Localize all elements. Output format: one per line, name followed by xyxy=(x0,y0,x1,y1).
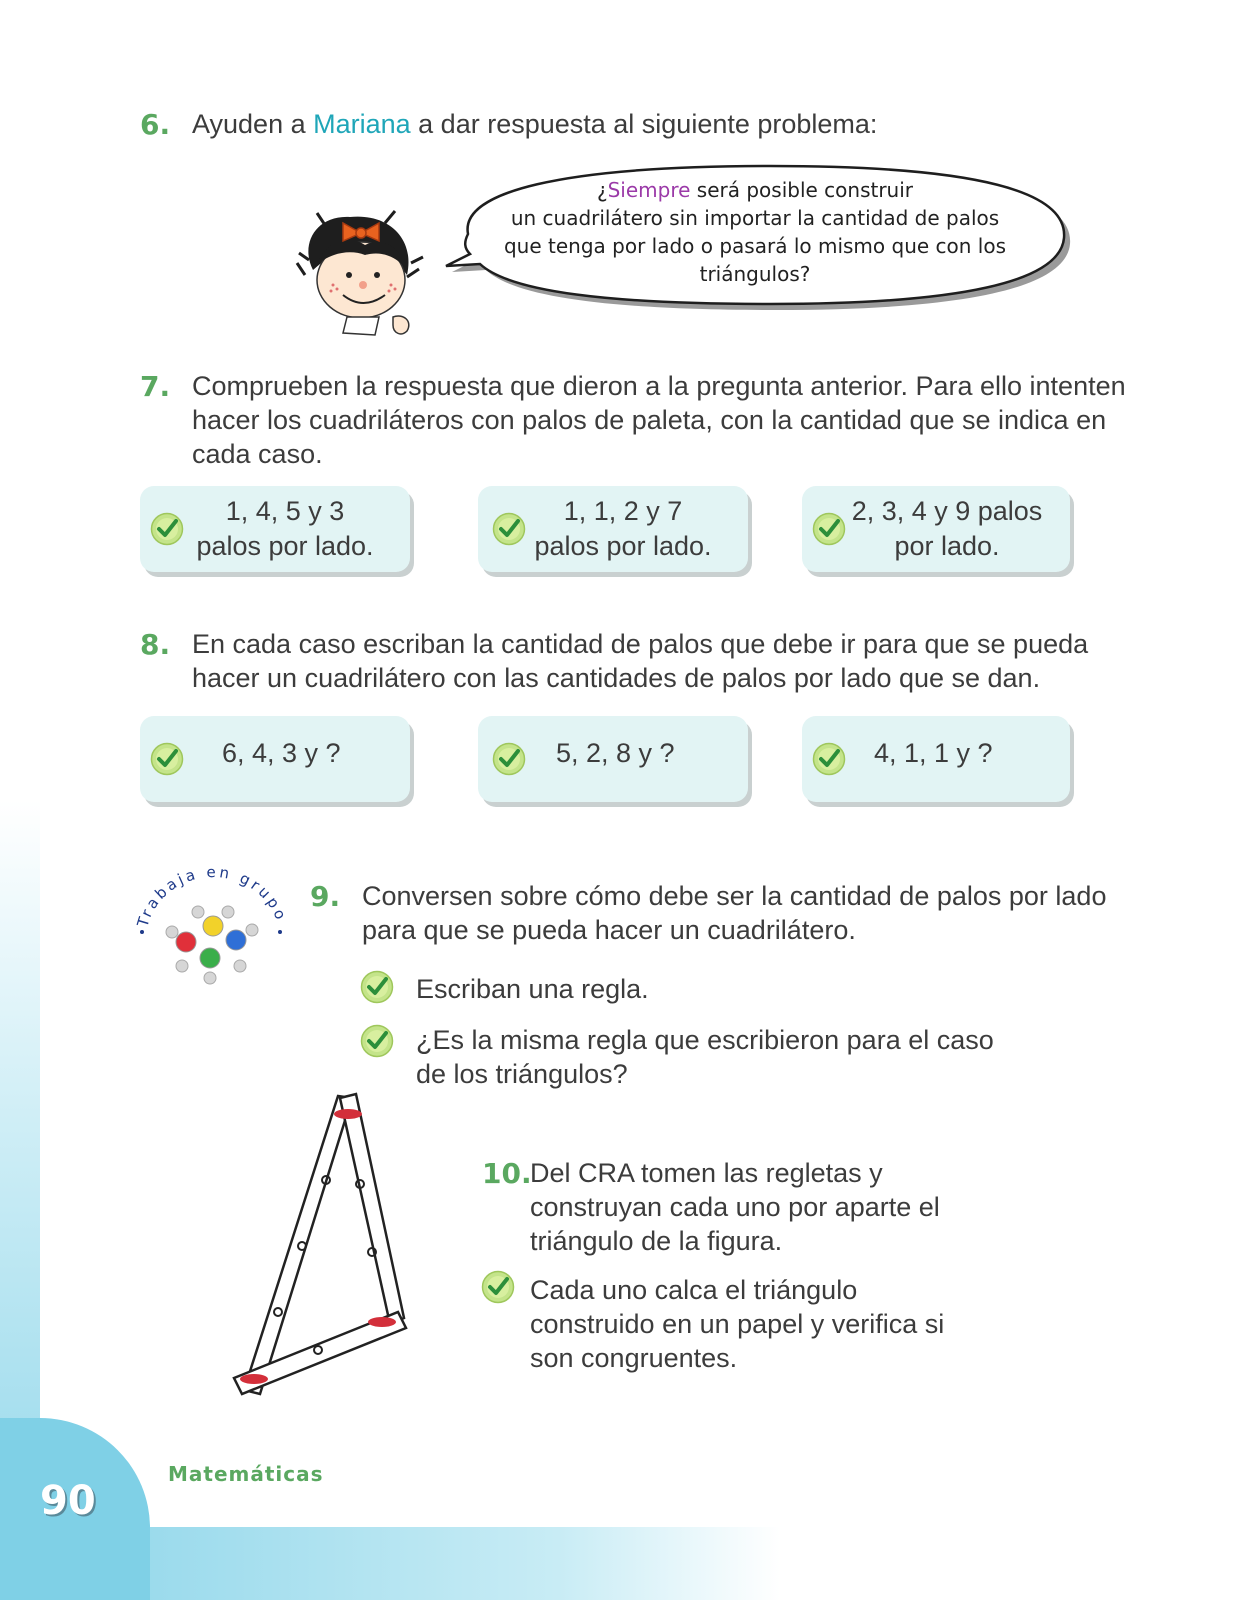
q6-text-after: a dar respuesta al siguiente problema: xyxy=(410,109,878,139)
bubble-line-3: que tenga por lado o pasará lo mismo que con los xyxy=(503,234,1007,258)
bubble-line-1 xyxy=(490,176,1020,204)
q7-case-line-2: por lado. xyxy=(894,531,1000,561)
bubble-prefix: ¿ xyxy=(596,178,608,202)
q10-number: 10. xyxy=(482,1157,532,1190)
bottom-gradient xyxy=(40,1527,780,1600)
q7-case-text xyxy=(847,494,1047,564)
q8-line: En cada caso escriban la cantidad de palos que debe ir para que se pueda xyxy=(192,629,1089,659)
bubble-highlight: Siempre xyxy=(607,178,691,202)
q7-case-text xyxy=(523,494,723,564)
q7-case-box xyxy=(802,486,1070,572)
q9-number: 9. xyxy=(310,880,341,913)
checkmark-icon xyxy=(812,742,846,776)
q6-text-before: Ayuden a xyxy=(192,109,314,139)
checkmark-icon xyxy=(360,1024,394,1058)
q8-case-text: 5, 2, 8 y ? xyxy=(556,738,675,768)
q9-bullet-line: ¿Es la misma regla que escribieron para el caso xyxy=(416,1025,994,1055)
q6-name: Mariana xyxy=(313,109,411,139)
q9-line: Conversen sobre cómo debe ser la cantidad de palos por lado xyxy=(362,881,1107,911)
q8-case-box xyxy=(478,716,748,802)
q10-line: construyan cada uno por aparte el xyxy=(530,1192,940,1222)
bubble-line-4: triángulos? xyxy=(699,262,811,286)
q7-line: Comprueben la respuesta que dieron a la pregunta anterior. Para ello intenten xyxy=(192,371,1126,401)
stick-triangle-illustration xyxy=(220,1088,420,1408)
q9-bullet xyxy=(416,972,649,1006)
q9-text xyxy=(362,879,1106,947)
group-work-badge-text: Trabaja en grupo xyxy=(133,863,291,930)
q10-line: triángulo de la figura. xyxy=(530,1226,783,1256)
q10-bullet-line: construido en un papel y verifica si xyxy=(530,1309,945,1339)
checkmark-icon xyxy=(812,512,846,546)
q8-case-text: 4, 1, 1 y ? xyxy=(874,738,993,768)
q7-case-line-1: 1, 4, 5 y 3 xyxy=(225,496,345,526)
q10-bullet-line: son congruentes. xyxy=(530,1343,738,1373)
q10-text xyxy=(530,1156,940,1258)
checkmark-icon xyxy=(150,742,184,776)
q7-line: cada caso. xyxy=(192,439,323,469)
q8-line: hacer un cuadrilátero con las cantidades de palos por lado que se dan. xyxy=(192,663,1041,693)
bubble-line-2: un cuadrilátero sin importar la cantidad de palos xyxy=(510,206,1000,230)
checkmark-icon xyxy=(481,1270,515,1304)
q7-case-line-1: 1, 1, 2 y 7 xyxy=(563,496,683,526)
speech-bubble-text xyxy=(490,176,1020,288)
q6-text xyxy=(192,107,877,141)
q7-case-line-2: palos por lado. xyxy=(196,531,374,561)
checkmark-icon xyxy=(492,512,526,546)
q7-line: hacer los cuadriláteros con palos de paleta, con la cantidad que se indica en xyxy=(192,405,1107,435)
q8-case-text: 6, 4, 3 y ? xyxy=(222,738,341,768)
q9-bullet-line: Escriban una regla. xyxy=(416,974,649,1004)
q7-case-box xyxy=(140,486,410,572)
q10-line: Del CRA tomen las regletas y xyxy=(530,1158,883,1188)
q8-case-box xyxy=(802,716,1070,802)
q7-case-line-2: palos por lado. xyxy=(534,531,712,561)
q7-case-line-1: 2, 3, 4 y 9 palos xyxy=(851,496,1043,526)
checkmark-icon xyxy=(492,742,526,776)
q8-number: 8. xyxy=(140,628,171,661)
mafalda-character-illustration xyxy=(295,205,425,345)
q8-case-box xyxy=(140,716,410,802)
q10-bullet-line: Cada uno calca el triángulo xyxy=(530,1275,858,1305)
q9-bullet-line: de los triángulos? xyxy=(416,1059,628,1089)
checkmark-icon xyxy=(150,512,184,546)
group-work-badge xyxy=(128,862,298,1002)
q9-bullet xyxy=(416,1023,994,1091)
q7-number: 7. xyxy=(140,370,171,403)
page-number: 90 xyxy=(40,1478,96,1524)
footer-subject: Matemáticas xyxy=(168,1462,324,1486)
q10-bullet xyxy=(530,1273,944,1375)
bubble-line-1-rest: será posible construir xyxy=(690,178,914,202)
q9-line: para que se pueda hacer un cuadrilátero. xyxy=(362,915,856,945)
q7-text xyxy=(192,369,1126,471)
checkmark-icon xyxy=(360,970,394,1004)
q8-text xyxy=(192,627,1088,695)
q7-case-box xyxy=(478,486,748,572)
q6-number: 6. xyxy=(140,108,171,141)
q7-case-text xyxy=(185,494,385,564)
